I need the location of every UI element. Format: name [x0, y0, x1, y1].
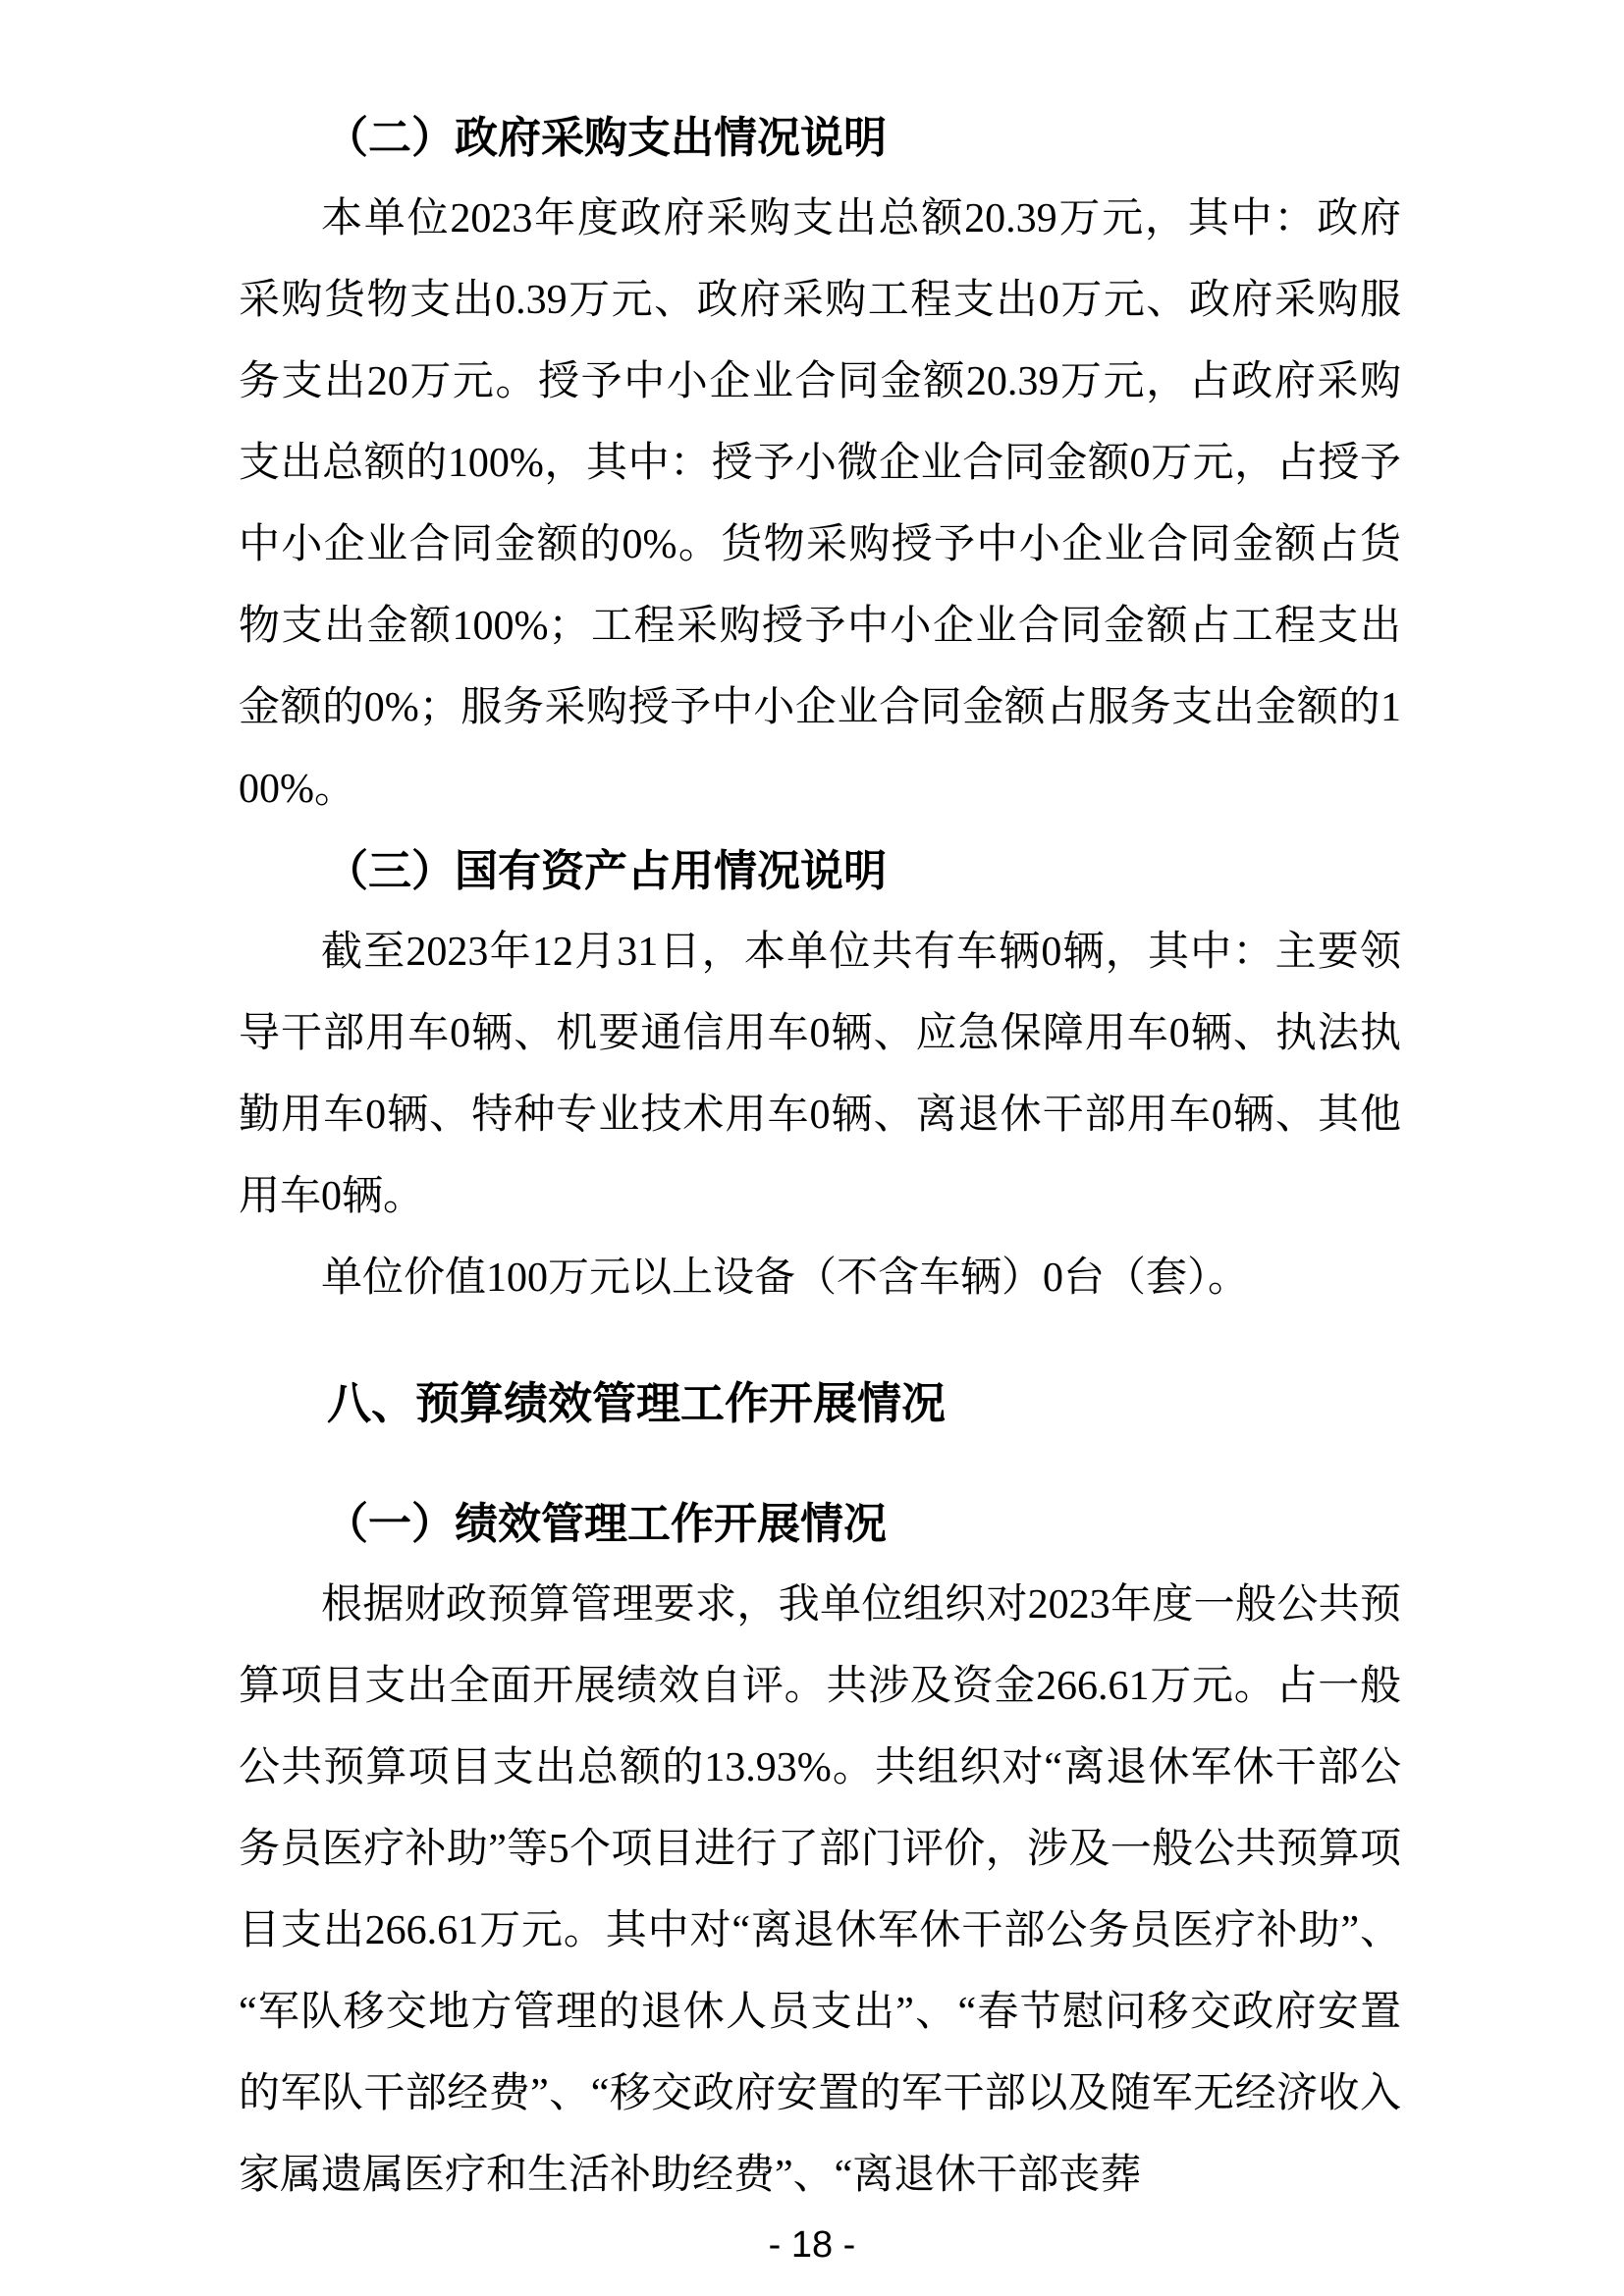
page-content — [239, 97, 1401, 2216]
heading-chapter-8-budget-performance: 八、预算绩效管理工作开展情况 — [327, 1378, 947, 1428]
page-number: - 18 - — [768, 2224, 856, 2266]
para-state-assets-equipment: 单位价值100万元以上设备（不含车辆）0台（套）。 — [321, 1255, 1250, 1301]
heading-chapter8-section-1-performance: （一）绩效管理工作开展情况 — [325, 1500, 887, 1548]
para-state-assets-vehicles: 截至2023年12月31日，本单位共有车辆0辆，其中：主要领导干部用车0辆、机要通信用车0辆、应急保障用车0辆、执法执勤用车0辆、特种专业技术用车0辆、离退休干部用车0辆、其他用车0辆。 — [239, 930, 1401, 1219]
para-procurement-expenditure: 本单位2023年度政府采购支出总额20.39万元，其中：政府采购货物支出0.39万元、政府采购工程支出0万元、政府采购服务支出20万元。授予中小企业合同金额20.39万元，占政府采购支出总额的100%，其中：授予小微企业合同金额0万元，占授予中小企业合同金额的0%。货物采购授予中小企业合同金额占货物支出金额100%；工程采购授予中小企业合同金额占工程支出金额的0%；服务采购授予中小企业合同金额占服务支出金额的100%。 — [239, 196, 1401, 812]
heading-section-3-state-assets: （三）国有资产占用情况说明 — [325, 847, 887, 895]
heading-section-2-procurement: （二）政府采购支出情况说明 — [325, 114, 887, 162]
para-performance-management: 根据财政预算管理要求，我单位组织对2023年度一般公共预算项目支出全面开展绩效自评。共涉及资金266.61万元。占一般公共预算项目支出总额的13.93%。共组织对“离退休军休干部公务员医疗补助”等5个项目进行了部门评价，涉及一般公共预算项目支出266.61万元。其中对“离退休军休干部公务员医疗补助”、“军队移交地方管理的退休人员支出”、“春节慰问移交政府安置的军队干部经费”、“移交政府安置的军干部以及随军无经济收入家属遗属医疗和生活补助经费”、“离退休干部丧葬 — [239, 1582, 1401, 2198]
